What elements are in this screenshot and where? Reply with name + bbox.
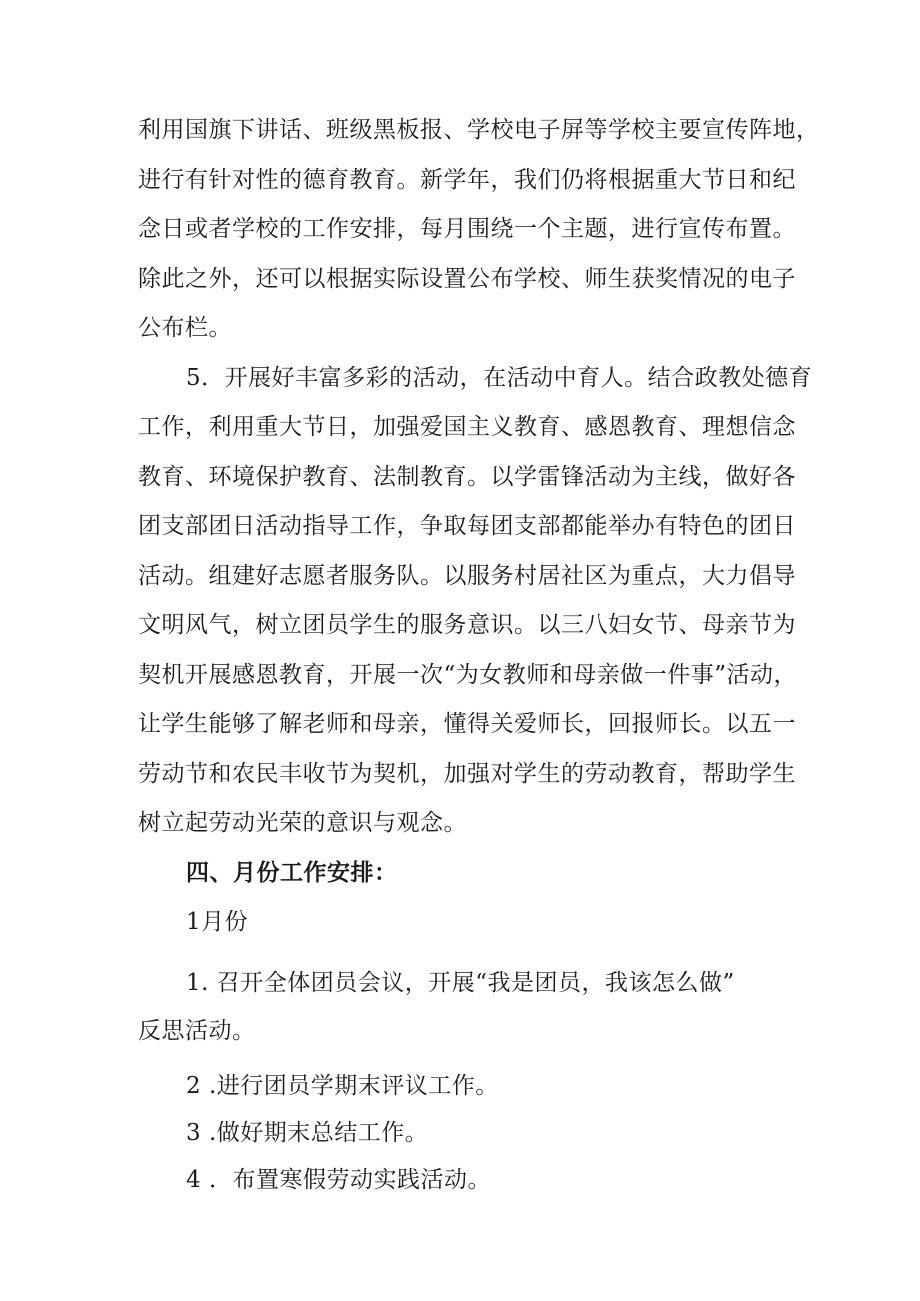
text-line: 活动。组建好志愿者服务队。以服务村居社区为重点，大力倡导 [138,563,796,589]
text-line: 除此之外，还可以根据实际设置公布学校、师生获奖情况的电子 [138,266,796,292]
list-item: 2 .进行团员学期末评议工作。 [186,1073,499,1099]
month-label: 1月份 [186,909,249,935]
text-line: 教育、环境保护教育、法制教育。以学雷锋活动为主线，做好各 [138,464,796,490]
text-line: 让学生能够了解老师和母亲，懂得关爱师长，回报师长。以五一 [138,711,796,737]
section-heading: 四、月份工作安排： [186,860,398,886]
text-line: 公布栏。 [138,315,232,341]
list-item: 4 ．布置寒假劳动实践活动。 [186,1167,491,1193]
text-line: 工作，利用重大节日，加强爱国主义教育、感恩教育、理想信念 [138,414,796,440]
text-line: 契机开展感恩教育，开展一次“为女教师和母亲做一件事”活动， [138,662,798,688]
text-line: 团支部团日活动指导工作，争取每团支部都能举办有特色的团日 [138,513,796,539]
text-line: 念日或者学校的工作安排，每月围绕一个主题，进行宣传布置。 [138,216,796,242]
list-item: 3 .做好期末总结工作。 [186,1120,429,1146]
text-line: 树立起劳动光荣的意识与观念。 [138,810,467,836]
text-line: 5．开展好丰富多彩的活动，在活动中育人。结合政教处德育 [186,365,813,391]
list-item: 反思活动。 [138,1018,256,1044]
text-line: 进行有针对性的德育教育。新学年，我们仍将根据重大节日和纪 [138,167,796,193]
text-line: 劳动节和农民丰收节为契机，加强对学生的劳动教育，帮助学生 [138,761,796,787]
text-line: 利用国旗下讲话、班级黑板报、学校电子屏等学校主要宣传阵地， [138,117,820,143]
list-item: 1. 召开全体团员会议，开展“我是团员，我该怎么做” [186,970,735,996]
text-line: 文明风气，树立团员学生的服务意识。以三八妇女节、母亲节为 [138,612,796,638]
